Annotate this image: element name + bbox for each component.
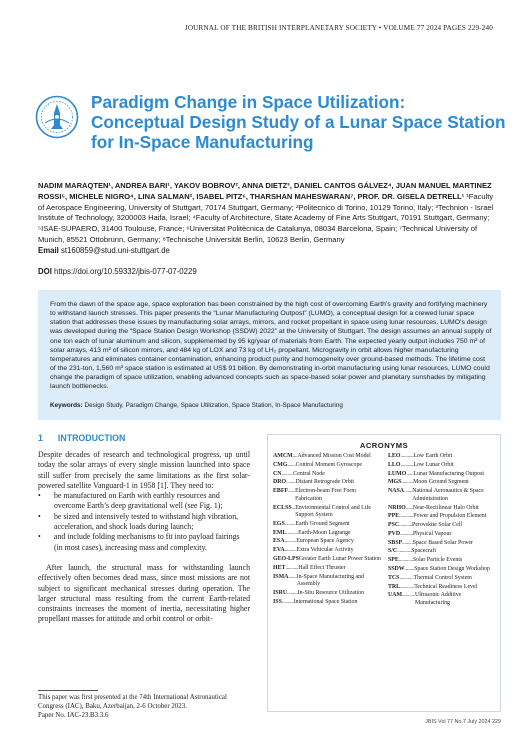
- acronym-definition: In-Space Manufacturing and Assembly: [296, 573, 364, 588]
- acronym-abbr: LEO: [388, 453, 401, 459]
- acronym-abbr: TRL: [388, 583, 401, 590]
- bis-society-crest-icon: [35, 95, 79, 139]
- acronym-definition: Space Station Design Workshop: [414, 565, 490, 572]
- acronym-definition: Lunar Manufacturing Outpost: [413, 470, 485, 477]
- acronym-definition: Advanced Mission Cost Model: [297, 453, 371, 459]
- acronym-entry: [273, 479, 381, 487]
- author-names: NADIM MARAQTEN¹, ANDREA BARI¹, YAKOV BOBROV², ANNA DIETZ³, DANIEL CANTOS GÁLVEZ⁴, JUAN MANUEL MARTINEZ ROSSI⁵, MICHELE NIGRO⁴, LINA SALMAN², ISABEL PITZ⁶, THARSHAN MAHESWARAN⁷, PROF. DR. GISELA DETRELL¹: [38, 181, 492, 201]
- acronym-abbr: EML: [273, 529, 287, 536]
- acronym-abbr: GEO-LPS: [273, 556, 299, 562]
- acronym-entry: [273, 521, 381, 529]
- acronym-entry: [388, 488, 496, 503]
- acronym-entry: [388, 540, 496, 548]
- acronym-abbr: ISMA: [273, 573, 289, 580]
- acronym-definition: Spacecraft: [411, 548, 437, 555]
- acronym-abbr: LUMO: [388, 470, 407, 477]
- acronym-abbr: LLO: [388, 461, 401, 468]
- acronym-entry: [388, 505, 496, 513]
- acronym-definition: Power and Propulsion Element: [413, 513, 487, 520]
- acronym-abbr: EBFF: [273, 488, 289, 495]
- acronym-abbr: SPE: [388, 557, 399, 564]
- acronym-entry: [273, 574, 381, 589]
- acronym-leader: ...........: [400, 453, 414, 459]
- email-line: [38, 246, 170, 255]
- footnote-line: Paper No. IAC-23.B3.3.6: [38, 711, 109, 719]
- acronym-entry: [273, 590, 381, 598]
- acronym-abbr: AMCM: [273, 453, 293, 459]
- acronym-leader: ...........: [402, 592, 415, 599]
- acronym-abbr: ESA: [273, 538, 285, 545]
- acronym-definition: Distant Retrograde Orbit: [295, 479, 355, 486]
- acronym-leader: ...........: [285, 564, 299, 571]
- acronym-abbr: HET: [273, 564, 286, 571]
- title-line: Paradigm Change in Space Utilization:: [91, 92, 406, 112]
- acronym-abbr: TCS: [388, 574, 400, 581]
- doi-label: DOI: [38, 267, 52, 276]
- acronyms-box: [267, 434, 501, 712]
- acronym-leader: ......: [288, 488, 296, 495]
- acronym-leader: ........: [404, 565, 415, 572]
- acronym-definition: Perovskite Solar Cell: [412, 522, 463, 529]
- acronym-leader: ...........: [400, 461, 414, 468]
- journal-header: JOURNAL OF THE BRITISH INTERPLANETARY SOCIETY • VOLUME 77 2024 PAGES 229-240: [184, 24, 493, 32]
- acronym-definition: Ultrasonic Additive Manufacturing: [414, 592, 462, 606]
- section-heading: [38, 433, 125, 443]
- acronym-definition: Electron-beam Free Form Fabrication: [295, 488, 356, 502]
- acronym-definition: Near-Rectilinear Halo Orbit: [412, 504, 479, 511]
- acronym-abbr: CMG: [273, 461, 288, 468]
- section-number: 1: [38, 433, 43, 443]
- acronym-leader: .........: [287, 589, 298, 596]
- acronym-entry: [388, 566, 496, 574]
- acronym-leader: ..........: [281, 598, 294, 605]
- acronym-abbr: ECLSS: [273, 504, 292, 511]
- acronym-leader: ..........: [281, 470, 294, 477]
- acronym-definition: Hall Effect Thruster: [298, 564, 346, 571]
- acronym-abbr: PVD: [388, 530, 401, 537]
- acronyms-column-right: [388, 453, 496, 609]
- acronyms-column-left: [273, 453, 381, 608]
- bullet-item: • and include folding mechanisms to fit into payload fairings (in most cases), increasing mass and complexity.: [38, 532, 250, 553]
- acronym-abbr: S/C: [388, 548, 398, 555]
- section-title: INTRODUCTION: [57, 433, 126, 443]
- acronym-abbr: ISRU: [273, 589, 288, 596]
- acronym-leader: ......: [406, 470, 414, 477]
- abstract-box: [38, 290, 501, 420]
- acronym-entry: [388, 584, 496, 592]
- acronym-leader: ............: [400, 583, 415, 590]
- acronym-abbr: EVA: [273, 547, 285, 554]
- acronym-abbr: EGS: [273, 520, 285, 527]
- acronym-entry: [388, 453, 496, 461]
- acronym-leader: ..........: [286, 529, 299, 536]
- acronym-definition: Solar Particle Events: [412, 557, 463, 564]
- acronym-definition: In-Situ Resource Utilization: [297, 589, 365, 596]
- footnote: [38, 694, 250, 721]
- acronym-leader: .......: [288, 573, 297, 580]
- paper-title: [91, 92, 506, 152]
- acronym-leader: ............: [399, 513, 414, 520]
- acronym-entry: [273, 471, 381, 479]
- author-list: [38, 181, 500, 246]
- acronym-leader: ..........: [284, 547, 297, 554]
- acronym-abbr: SSDW: [388, 565, 405, 572]
- keywords: [50, 402, 492, 409]
- acronyms-title: ACRONYMS: [359, 441, 409, 450]
- acronym-entry: [388, 522, 496, 530]
- acronym-leader: ...........: [400, 530, 414, 537]
- abstract-text: From the dawn of the space age, space exploration has been constrained by the high cost of overcoming Earth’s gravity and fortifying machinery to withstand launch stresses. This paper presents the “Lunar Manufacturing Outpost” (LUMO), a conceptual design for a crewed lunar space station that addresses these issues by manufacturing solar arrays, mirrors, and rocket propellant in space using lunar resources. LUMO’s design was developed during the “Space Station Design Workshop (SSDW) 2022” at the University of Stuttgart. The design assumes an annual supply of one ton each of lunar aluminum and silicon, supplemented by 95 kg/year of materials from Earth. The expected yearly output includes 750 m² of solar arrays, 413 m² of silicon mirrors, and 484 kg of LOX and 73 kg of LH₂ propellant. Microgravity in orbit allows higher manufacturing temperatures and eliminates container contamination, enhancing product purity and homogeneity over ground-based methods. The lifetime cost of the 231-ton, 1,560 m³ space station is estimated at US$ 91 billion. By demonstrating in-orbit manufacturing using lunar resources, LUMO could change the paradigm of space utilization, enabling advanced concepts such as space-based solar power and planetary sunshades by mitigating launch bottlenecks.: [50, 301, 492, 391]
- footnote-line: This paper was first presented at the 74th International Astronautical Congress (IAC), Baku, Azerbaijan, 2-6 October 2023.: [38, 694, 227, 710]
- title-line: for In-Space Manufacturing: [91, 132, 314, 152]
- acronym-definition: Environmental Control and Life Support System: [295, 504, 371, 519]
- acronym-entry: [388, 557, 496, 565]
- acronym-leader: .......: [404, 488, 413, 495]
- acronym-abbr: SBSP: [388, 539, 403, 546]
- acronym-leader: .......: [287, 461, 296, 468]
- acronym-entry: [273, 505, 381, 520]
- acronym-abbr: NRHO: [388, 504, 406, 511]
- acronym-leader: ............: [397, 548, 412, 555]
- acronym-abbr: DRO: [273, 479, 287, 486]
- acronym-definition: Thermal Control System: [413, 574, 472, 581]
- acronym-entry: [388, 548, 496, 556]
- acronym-leader: ............: [399, 574, 414, 581]
- acronym-entry: [388, 575, 496, 583]
- acronym-definition: International Space Station: [293, 598, 358, 605]
- keywords-label: Keywords:: [50, 402, 83, 409]
- acronym-definition: Low Lunar Orbit: [413, 461, 454, 468]
- acronym-definition: Central Node: [293, 470, 325, 477]
- intro-paragraph: After launch, the structural mass for withstanding launch effectively often becomes dead mass, since most missions are not subject to significant mechanical stresses during operation. The larger structural mass resulting from the current Earth-related constraints increases the moment of inertia, necessitating higher propellant masses for attitude and orbit control or orbit-: [38, 562, 250, 624]
- acronym-leader: ............: [398, 557, 413, 564]
- email-link[interactable]: st160859@stud.uni-stuttgart.de: [60, 246, 170, 255]
- acronym-definition: Technical Readiness Level: [414, 583, 478, 590]
- acronym-leader: ...........: [399, 522, 413, 529]
- bullet-item: • be sized and intensively tested to withstand high vibration, acceleration, and shock loads during launch;: [38, 512, 250, 533]
- acronym-definition: National Aeronautics & Space Administration: [412, 488, 484, 502]
- acronym-leader: ...: [291, 504, 296, 511]
- acronym-leader: ........: [286, 479, 296, 486]
- acronym-definition: Low Earth Orbit: [413, 453, 453, 459]
- acronym-definition: Greater Earth Lunar Power Station: [298, 556, 381, 562]
- email-label: Email: [38, 246, 59, 255]
- acronym-entry: [273, 462, 381, 470]
- acronym-definition: Earth Ground Segment: [295, 520, 350, 527]
- page-footer: JBIS Vol 77 No.7 July 2024 229: [425, 719, 501, 725]
- acronym-abbr: PSC: [388, 522, 400, 529]
- acronym-abbr: MGS: [388, 479, 402, 486]
- acronym-entry: [273, 538, 381, 546]
- acronym-entry: [273, 547, 381, 555]
- acronym-definition: Control Moment Gyroscope: [295, 461, 363, 468]
- acronym-entry: [273, 556, 381, 564]
- acronym-definition: Space Based Solar Power: [412, 539, 474, 546]
- acronym-definition: European Space Agency: [296, 538, 354, 545]
- acronym-definition: Physical Vapour: [413, 530, 452, 537]
- acronym-abbr: PPE: [388, 513, 400, 520]
- acronym-entry: [273, 565, 381, 573]
- title-line: Conceptual Design Study of a Lunar Space Station: [91, 112, 506, 132]
- acronym-leader: ..........: [284, 538, 297, 545]
- acronym-abbr: NASA: [388, 488, 405, 495]
- acronym-leader: ....: [292, 453, 298, 459]
- acronym-entry: [273, 453, 381, 461]
- acronym-entry: [388, 462, 496, 470]
- intro-bullet-list: [38, 491, 250, 553]
- acronym-entry: [273, 530, 381, 538]
- acronym-entry: [273, 599, 381, 607]
- acronym-abbr: CN: [273, 470, 282, 477]
- author-affiliations: ¹Faculty of Aerospace Engineering, University of Stuttgart, 70174 Stuttgart, Germany; ²Politecnico di Torino, 10129 Torino, Italy; ³Technion - Israel Institute of Technology, 3200003 Haifa, Israel; ⁴Faculty of Architecture, State Academy of Fine Arts Stuttgart, 70191 Stuttgart, Germany; ⁵ISAE-SUPAERO, 31400 Toulouse, France; ⁶Universitat Politècnica de Catalunya, 08034 Barcelona, Spain; ⁷Technical University of Munich, 85521 Ottobrunn, Germany; ⁸Technische Universität Berlin, 10623 Berlin, Germany: [38, 191, 494, 244]
- bullet-item: • be manufactured on Earth with earthly resources and overcome Earth’s deep gravitational well (see Fig. 1);: [38, 491, 250, 512]
- acronym-entry: [388, 592, 496, 607]
- acronym-abbr: UAM: [388, 592, 403, 599]
- acronym-leader: ..........: [401, 479, 414, 486]
- acronym-entry: [273, 488, 381, 503]
- keywords-value: Design Study, Paradigm Change, Space Utilization, Space Station, In-Space Manufacturing: [84, 402, 343, 409]
- acronym-entry: [388, 471, 496, 479]
- acronym-definition: Moon Ground Segment: [413, 479, 469, 486]
- acronym-abbr: ISS: [273, 598, 282, 605]
- doi-line: [38, 267, 197, 276]
- intro-paragraph: Despite decades of research and technological progress, up until today the solar arrays of every single mission launched into space still suffer from precisely the same limitations as the first solar-powered satellite Vanguard-1 in 1958 [1]. They need to:: [38, 450, 250, 490]
- acronym-definition: Earth-Moon Lagrange: [298, 529, 351, 536]
- intro-body: [38, 450, 250, 625]
- acronym-entry: [388, 479, 496, 487]
- acronym-leader: ......: [405, 504, 413, 511]
- doi-link[interactable]: https://doi.org/10.59332/jbis-077-07-0229: [54, 267, 197, 276]
- acronym-entry: [388, 513, 496, 521]
- footnote-divider: [38, 690, 98, 691]
- acronym-entry: [388, 531, 496, 539]
- acronym-definition: Extra Vehicular Activity: [296, 547, 354, 554]
- acronym-leader: .........: [284, 520, 296, 527]
- acronym-leader: .........: [402, 539, 413, 546]
